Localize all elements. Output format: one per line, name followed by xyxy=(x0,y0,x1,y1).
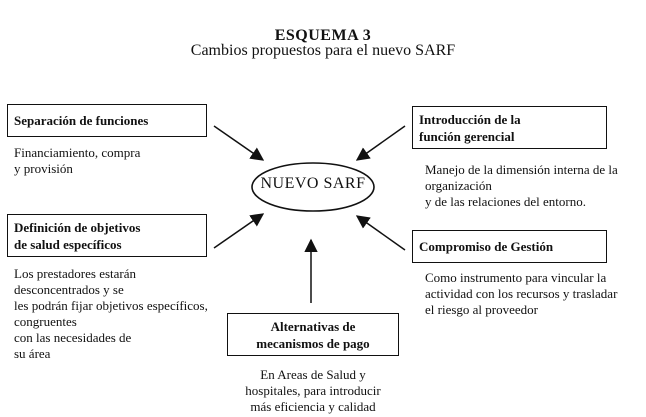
box-definicion-objetivos: Definición de objetivos de salud específicos xyxy=(7,214,207,257)
box-separacion-funciones xyxy=(7,104,207,137)
arrow-from-introduccion xyxy=(357,126,405,160)
box-introduccion-funcion-gerencial: Introducción de la función gerencial xyxy=(412,106,607,149)
desc-introduccion-funcion-gerencial: Manejo de la dimensión interna de la organización y de las relaciones del entorno. xyxy=(425,162,618,209)
center-label: NUEVO SARF xyxy=(260,175,366,192)
arrow-from-definicion xyxy=(214,214,263,248)
arrow-from-compromiso xyxy=(357,216,405,250)
box-compromiso-gestion: Compromiso de Gestión xyxy=(412,230,607,263)
desc-alternativas-mecanismos-pago: En Areas de Salud y hospitales, para introducir más eficiencia y calidad xyxy=(245,367,381,414)
desc-definicion-objetivos: Los prestadores estarán desconcentrados y se les podrán fijar objetivos específicos, congruentes con las necesidades de su área xyxy=(14,266,208,361)
diagram-subtitle: Cambios propuestos para el nuevo SARF xyxy=(190,42,456,59)
box-alternativas-mecanismos-pago: Alternativas de mecanismos de pago xyxy=(227,313,399,356)
diagram-title: ESQUEMA 3 xyxy=(274,27,372,44)
arrow-from-separacion xyxy=(214,126,263,160)
box-label: Separación de funciones xyxy=(14,113,149,128)
desc-separacion-funciones: Financiamiento, compra y provisión xyxy=(14,145,141,176)
desc-compromiso-gestion: Como instrumento para vincular la actividad con los recursos y trasladar el riesgo al proveedor xyxy=(425,270,618,317)
